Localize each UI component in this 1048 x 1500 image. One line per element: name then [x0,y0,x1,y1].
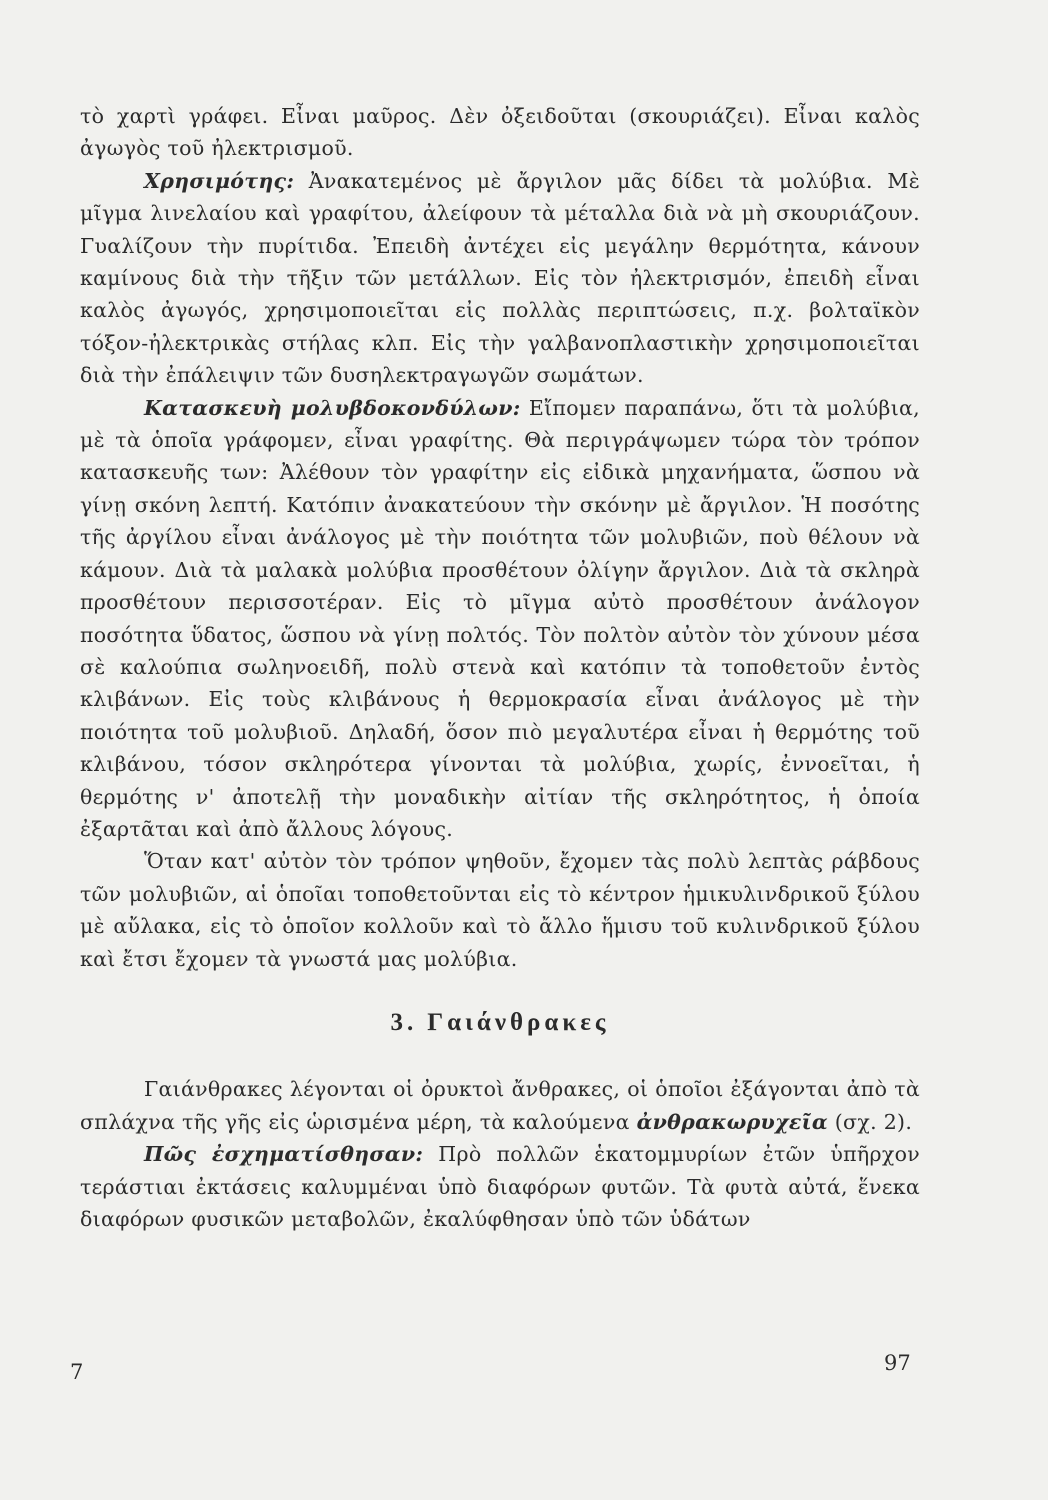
page-body [80,100,920,1235]
signature-mark: 7 [70,1360,84,1384]
paragraph-text: Ἀνακατεμένος μὲ ἄργιλον μᾶς δίδει τὰ μολύβια. Μὲ μῖγμα λινελαίου καὶ γραφίτου, ἀλείφουν τὰ μέταλλα διὰ νὰ μὴ σκουριάζουν. Γυαλίζουν τὴν πυρίτιδα. Ἐπειδὴ ἀντέχει εἰς μεγάλην θερμότητα, κάνουν καμίνους διὰ τὴν τῆξιν τῶν μετάλλων. Εἰς τὸν ἠλεκτρισμόν, ἐπειδὴ εἶναι καλὸς ἀγωγός, χρησιμοποιεῖται εἰς πολλὰς περιπτώσεις, π.χ. βολταϊκὸν τόξον-ἠλεκτρικὰς στήλας κλπ. Εἰς τὴν γαλβανοπλαστικὴν χρησιμοποιεῖται διὰ τὴν ἐπάλειψιν τῶν δυσηλεκτραγωγῶν σωμάτων. [80,168,920,388]
paragraph-text: Εἴπομεν παραπάνω, ὅτι τὰ μολύβια, μὲ τὰ ὁποῖα γράφομεν, εἶναι γραφίτης. Θὰ περιγράψωμεν τώρα τὸν τρόπον κατασκευῆς των: Ἀλέθουν τὸν γραφίτην εἰς εἰδικὰ μηχανήματα, ὥσπου νὰ γίνῃ σκόνη λεπτή. Κατόπιν ἀνακατεύουν τὴν σκόνην μὲ ἄργιλον. Ἡ ποσότης τῆς ἀργίλου εἶναι ἀνάλογος μὲ τὴν ποιότητα τῶν μολυβιῶν, ποὺ θέλουν νὰ κάμουν. Διὰ τὰ μαλακὰ μολύβια προσθέτουν ὀλίγην ἄργιλον. Διὰ τὰ σκληρὰ προσθέτουν περισσοτέραν. Εἰς τὸ μῖγμα αὐτὸ προσθέτουν ἀνάλογον ποσότητα ὕδατος, ὥσπου νὰ γίνῃ πολτός. Τὸν πολτὸν αὐτὸν τὸν χύνουν μέσα σὲ καλούπια σωληνοειδῆ, πολὺ στενὰ καὶ κατόπιν τὰ τοποθετοῦν ἐντὸς κλιβάνων. Εἰς τοὺς κλιβάνους ἡ θερμοκρασία εἶναι ἀνάλογος μὲ τὴν ποιότητα τοῦ μολυβιοῦ. Δηλαδή, ὅσον πιὸ μεγαλυτέρα εἶναι ἡ θερμότης τοῦ κλιβάνου, τόσον σκληρότερα γίνονται τὰ μολύβια, χωρίς, ἐννοεῖται, ἡ θερμότης ν' ἀποτελῇ τὴν μοναδικὴν αἰτίαν τῆς σκληρότητος, ἡ ὁποία ἐξαρτᾶται καὶ ἀπὸ ἄλλους λόγους. [80,395,920,841]
section-title: Γαιάνθρακες [427,1008,610,1036]
paragraph-coal-definition [80,1073,920,1138]
paragraph-lead-heading: Χρησιμότης: [144,168,295,193]
paragraph-lead-heading: Πῶς ἐσχηματίσθησαν: [144,1142,424,1167]
section-heading [80,1007,920,1039]
paragraph-graphite-properties [80,100,920,165]
paragraph-pencil-manufacture [80,392,920,846]
section-number: 3. [390,1008,418,1036]
page-number: 97 [884,1351,911,1375]
paragraph-text: Ὅταν κατ' αὐτὸν τὸν τρόπον ψηθοῦν, ἔχομεν τὰς πολὺ λεπτὰς ράβδους τῶν μολυβιῶν, αἱ ὁποῖαι τοποθετοῦνται εἰς τὸ κέντρον ἡμικυλινδρικοῦ ξύλου μὲ αὔλακα, εἰς τὸ ὁποῖον κολλοῦν καὶ τὸ ἄλλο ἥμισυ τοῦ κυλινδρικοῦ ξύλου καὶ ἔτσι ἔχομεν τὰ γνωστά μας μολύβια. [80,849,920,971]
paragraph-text: Γαιάνθρακες λέγονται οἱ ὀρυκτοὶ ἄνθρακες, οἱ ὁποῖοι ἐξάγονται ἀπὸ τὰ σπλάχνα τῆς γῆς εἰς ὡρισμένα μέρη, τὰ καλούμενα [80,1077,920,1134]
paragraph-text: Πρὸ πολλῶν ἑκατομμυρίων ἐτῶν ὑπῆρχον τεράστιαι ἐκτάσεις καλυμμέναι ὑπὸ διαφόρων φυτῶν. Τὰ φυτὰ αὐτά, ἕνεκα διαφόρων φυσικῶν μεταβολῶν, ἐκαλύφθησαν ὑπὸ τῶν ὑδάτων [80,1142,920,1231]
paragraph-pencil-assembly [80,845,920,975]
paragraph-uses [80,165,920,392]
paragraph-lead-heading: Κατασκευὴ μολυβδοκονδύλων: [144,395,521,420]
paragraph-coal-formation [80,1138,920,1235]
paragraph-text: τὸ χαρτὶ γράφει. Εἶναι μαῦρος. Δὲν ὀξειδοῦται (σκουριάζει). Εἶναι καλὸς ἀγωγὸς τοῦ ἠλεκτρισμοῦ. [80,104,920,161]
emphasized-term: ἀνθρακωρυχεῖα [636,1109,828,1134]
paragraph-text: (σχ. 2). [827,1109,913,1134]
